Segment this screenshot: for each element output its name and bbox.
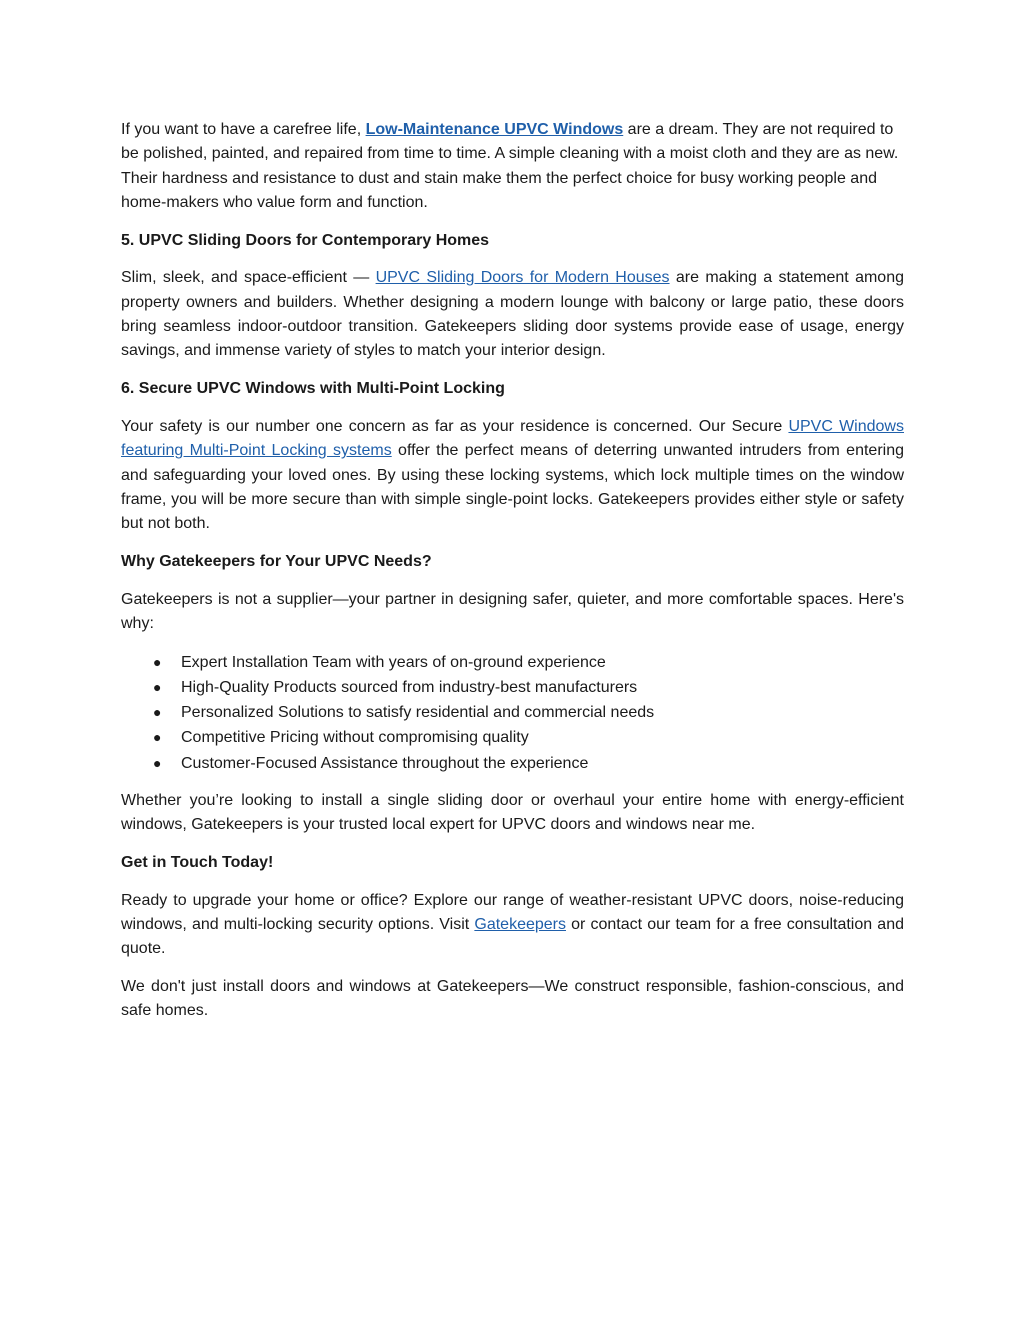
list-item (121, 650, 904, 675)
section5-text-start: Slim, sleek, and space-efficient — (121, 269, 376, 287)
upvc-sliding-doors-link[interactable]: UPVC Sliding Doors for Modern Houses (375, 269, 670, 287)
gatekeepers-link[interactable]: Gatekeepers (474, 916, 566, 934)
section5-paragraph (121, 266, 904, 363)
bullet-icon: ● (153, 653, 162, 670)
intro-text-start: If you want to have a carefree life, (121, 121, 366, 138)
list-item (121, 675, 904, 700)
list-item (121, 725, 904, 750)
contact-text-end: or contact our team for a free consultation and quote. (121, 916, 904, 958)
list-item (121, 751, 904, 776)
section6-paragraph (121, 415, 904, 536)
section6-text-start: Your safety is our number one concern as far as your residence is concerned. Our Secure (121, 417, 789, 435)
intro-paragraph (121, 118, 904, 215)
section6-text-end: offer the perfect means of deterring unwanted intruders from entering and safeguarding your loved ones. By using these locking systems, which lock multiple times on the window frame, you will be more secure than with simple single-point locks. Gatekeepers provides either style or safety but not both. (121, 442, 905, 533)
contact-heading: Get in Touch Today! (121, 853, 274, 871)
section6-heading: 6. Secure UPVC Windows with Multi-Point Locking (121, 380, 505, 398)
list-item-text: Customer-Focused Assistance throughout the experience (181, 754, 589, 772)
multi-point-locking-link[interactable]: UPVC Windows featuring Multi-Point Locking systems (121, 417, 904, 460)
contact-text-start: Ready to upgrade your home or office? Explore our range of weather-resistant UPVC doors, noise-reducing windows, and multi-locking security options. Visit (121, 891, 904, 934)
bullet-icon: ● (153, 679, 162, 696)
why-heading: Why Gatekeepers for Your UPVC Needs? (121, 552, 432, 570)
bullet-icon: ● (153, 704, 162, 721)
bullet-icon: ● (153, 729, 162, 746)
intro-text-end: are a dream. They are not required to be polished, painted, and repaired from time to time. A simple cleaning with a moist cloth and they are as new. Their hardness and resistance to dust and stain make them the perfect choice for busy working people and home-makers who value form and function. (121, 121, 899, 211)
list-item-text: Competitive Pricing without compromising quality (181, 729, 529, 747)
why-paragraph: Gatekeepers is not a supplier—your partner in designing safer, quieter, and more comfortable spaces. Here's why: (121, 590, 904, 633)
list-item-text: Expert Installation Team with years of on-ground experience (181, 653, 606, 671)
final-paragraph: We don't just install doors and windows at Gatekeepers—We construct responsible, fashion-conscious, and safe homes. (121, 978, 904, 1020)
list-item-text: Personalized Solutions to satisfy residential and commercial needs (181, 704, 655, 722)
section5-text-end: are making a statement among property owners and builders. Whether designing a modern lounge with balcony or large patio, these doors bring seamless indoor-outdoor transition. Gatekeepers sliding door systems provide ease of usage, energy savings, and immense variety of styles to match your interior design. (121, 269, 904, 360)
why-closing-paragraph: Whether you’re looking to install a single sliding door or overhaul your entire home with energy-efficient windows, Gatekeepers is your trusted local expert for UPVC doors and windows near me. (121, 791, 904, 834)
list-item-text: High-Quality Products sourced from industry-best manufacturers (181, 679, 638, 697)
list-item (121, 700, 904, 725)
document-page (121, 118, 904, 1037)
contact-paragraph (121, 889, 904, 962)
bullet-icon: ● (153, 754, 162, 771)
section5-heading: 5. UPVC Sliding Doors for Contemporary Homes (121, 231, 490, 249)
low-maintenance-upvc-windows-link[interactable]: Low-Maintenance UPVC Windows (365, 121, 624, 138)
why-bullet-list (121, 650, 904, 776)
